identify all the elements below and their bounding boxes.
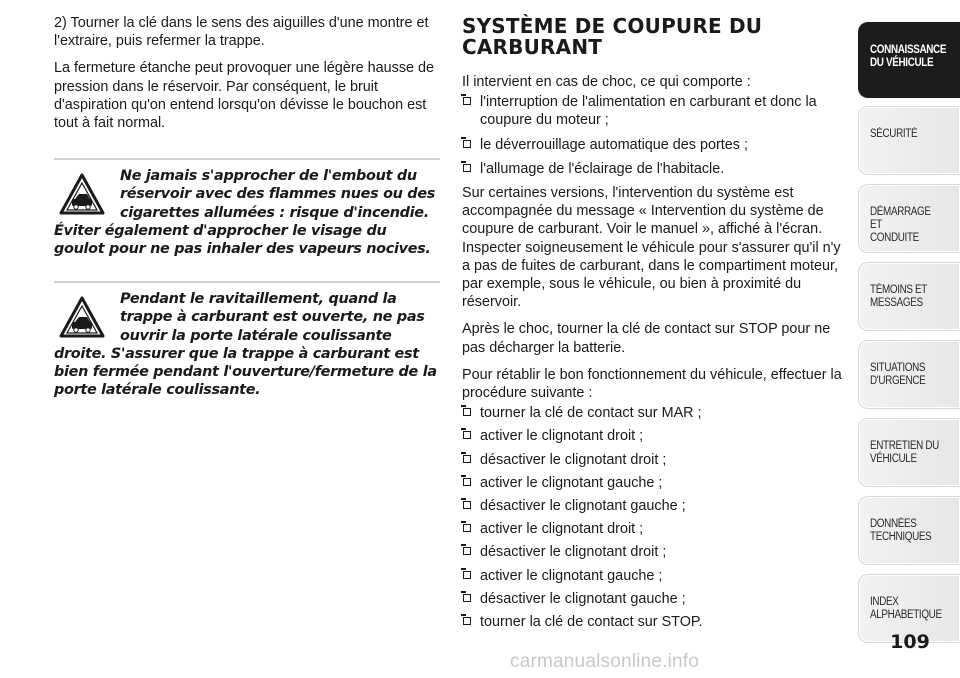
- tab-entretien-du-vehicule[interactable]: ENTRETIEN DU VÉHICULE: [858, 418, 960, 487]
- checkbox-bullet-icon: [463, 501, 471, 509]
- left-column: [54, 14, 440, 399]
- list-item: l'allumage de l'éclairage de l'habitacle.: [462, 160, 844, 178]
- checkbox-bullet-icon: [463, 408, 471, 416]
- paragraph: La fermeture étanche peut provoquer une légère hausse de pression dans le réservoir. Par conséquent, le bruit d'aspiration qu'on entend lorsqu'on dévisse le bouchon est tout à fait normal.: [54, 60, 435, 132]
- checkbox-bullet-icon: [463, 164, 471, 172]
- watermark: carmanualsonline.info: [510, 651, 700, 672]
- tab-connaissance-du-vehicule[interactable]: CONNAISSANCE DU VÉHICULE: [858, 22, 960, 98]
- checkbox-bullet-icon: [463, 97, 471, 105]
- checkbox-bullet-icon: [463, 524, 471, 532]
- paragraph: Il intervient en cas de choc, ce qui comporte :: [462, 74, 751, 90]
- checkbox-bullet-icon: [463, 455, 471, 463]
- page-number: 109: [890, 631, 930, 653]
- procedure-steps-list: [462, 404, 844, 631]
- warning-box-sliding-door: [54, 281, 440, 399]
- tab-demarrage-et-conduite[interactable]: DÉMARRAGE ET CONDUITE: [858, 184, 960, 253]
- warning-text: Ne jamais s'approcher de l'embout du réservoir avec des flammes nues ou des cigarettes allumées : risque d'incendie. Éviter également d'approcher le visage du goulot pour ne pas inhaler des vapeurs nocives.: [54, 168, 436, 258]
- checkbox-bullet-icon: [463, 617, 471, 625]
- tab-situations-d-urgence[interactable]: SITUATIONS D'URGENCE: [858, 340, 960, 409]
- section-title: SYSTÈME DE COUPURE DU CARBURANT: [462, 14, 763, 59]
- list-item: activer le clignotant gauche ;: [462, 474, 844, 492]
- checkbox-bullet-icon: [463, 547, 471, 555]
- tab-temoins-et-messages[interactable]: TÉMOINS ET MESSAGES: [858, 262, 960, 331]
- chapter-tabs: [858, 22, 960, 652]
- warning-triangle-icon: [58, 172, 106, 216]
- tab-index-alphabetique[interactable]: INDEX ALPHABETIQUE: [858, 574, 960, 643]
- list-item: activer le clignotant gauche ;: [462, 567, 844, 585]
- list-item: activer le clignotant droit ;: [462, 427, 844, 445]
- paragraph: Après le choc, tourner la clé de contact sur STOP pour ne pas décharger la batterie.: [462, 321, 831, 356]
- effects-list: [462, 93, 844, 178]
- list-item: l'interruption de l'alimentation en carburant et donc la coupure du moteur ;: [462, 93, 844, 129]
- right-column: [462, 14, 844, 637]
- paragraph: 2) Tourner la clé dans le sens des aiguilles d'une montre et l'extraire, puis refermer la trappe.: [54, 15, 429, 50]
- list-item: tourner la clé de contact sur MAR ;: [462, 404, 844, 422]
- tab-donnees-techniques[interactable]: DONNÉES TECHNIQUES: [858, 496, 960, 565]
- list-item: désactiver le clignotant droit ;: [462, 543, 844, 561]
- paragraph: Sur certaines versions, l'intervention du système est accompagnée du message « Intervention du système de coupure de carburant. Voir le manuel », affiché à l'écran. Inspecter soigneusement le véhicule pour s'assurer qu'il n'y a pas de fuites de carburant, dans le compartiment moteur, par exemple, sous le véhicule, ou bien à proximité du réservoir.: [462, 185, 841, 311]
- list-item: désactiver le clignotant gauche ;: [462, 590, 844, 608]
- checkbox-bullet-icon: [463, 431, 471, 439]
- tab-securite[interactable]: SÉCURITÉ: [858, 106, 960, 175]
- list-item: le déverrouillage automatique des portes ;: [462, 136, 844, 154]
- list-item: tourner la clé de contact sur STOP.: [462, 613, 844, 631]
- checkbox-bullet-icon: [463, 140, 471, 148]
- warning-triangle-icon: [58, 295, 106, 339]
- paragraph: Pour rétablir le bon fonctionnement du véhicule, effectuer la procédure suivante :: [462, 366, 842, 402]
- list-item: activer le clignotant droit ;: [462, 520, 844, 538]
- checkbox-bullet-icon: [463, 478, 471, 486]
- warning-text: Pendant le ravitaillement, quand la trappe à carburant est ouverte, ne pas ouvrir la porte latérale coulissante droite. S'assurer que la trappe à carburant est bien fermée pendant l'ouverture/fermeture de la porte latérale coulissante.: [54, 291, 437, 399]
- warning-box-flames: [54, 158, 440, 258]
- list-item: désactiver le clignotant droit ;: [462, 451, 844, 469]
- checkbox-bullet-icon: [463, 594, 471, 602]
- checkbox-bullet-icon: [463, 571, 471, 579]
- list-item: désactiver le clignotant gauche ;: [462, 497, 844, 515]
